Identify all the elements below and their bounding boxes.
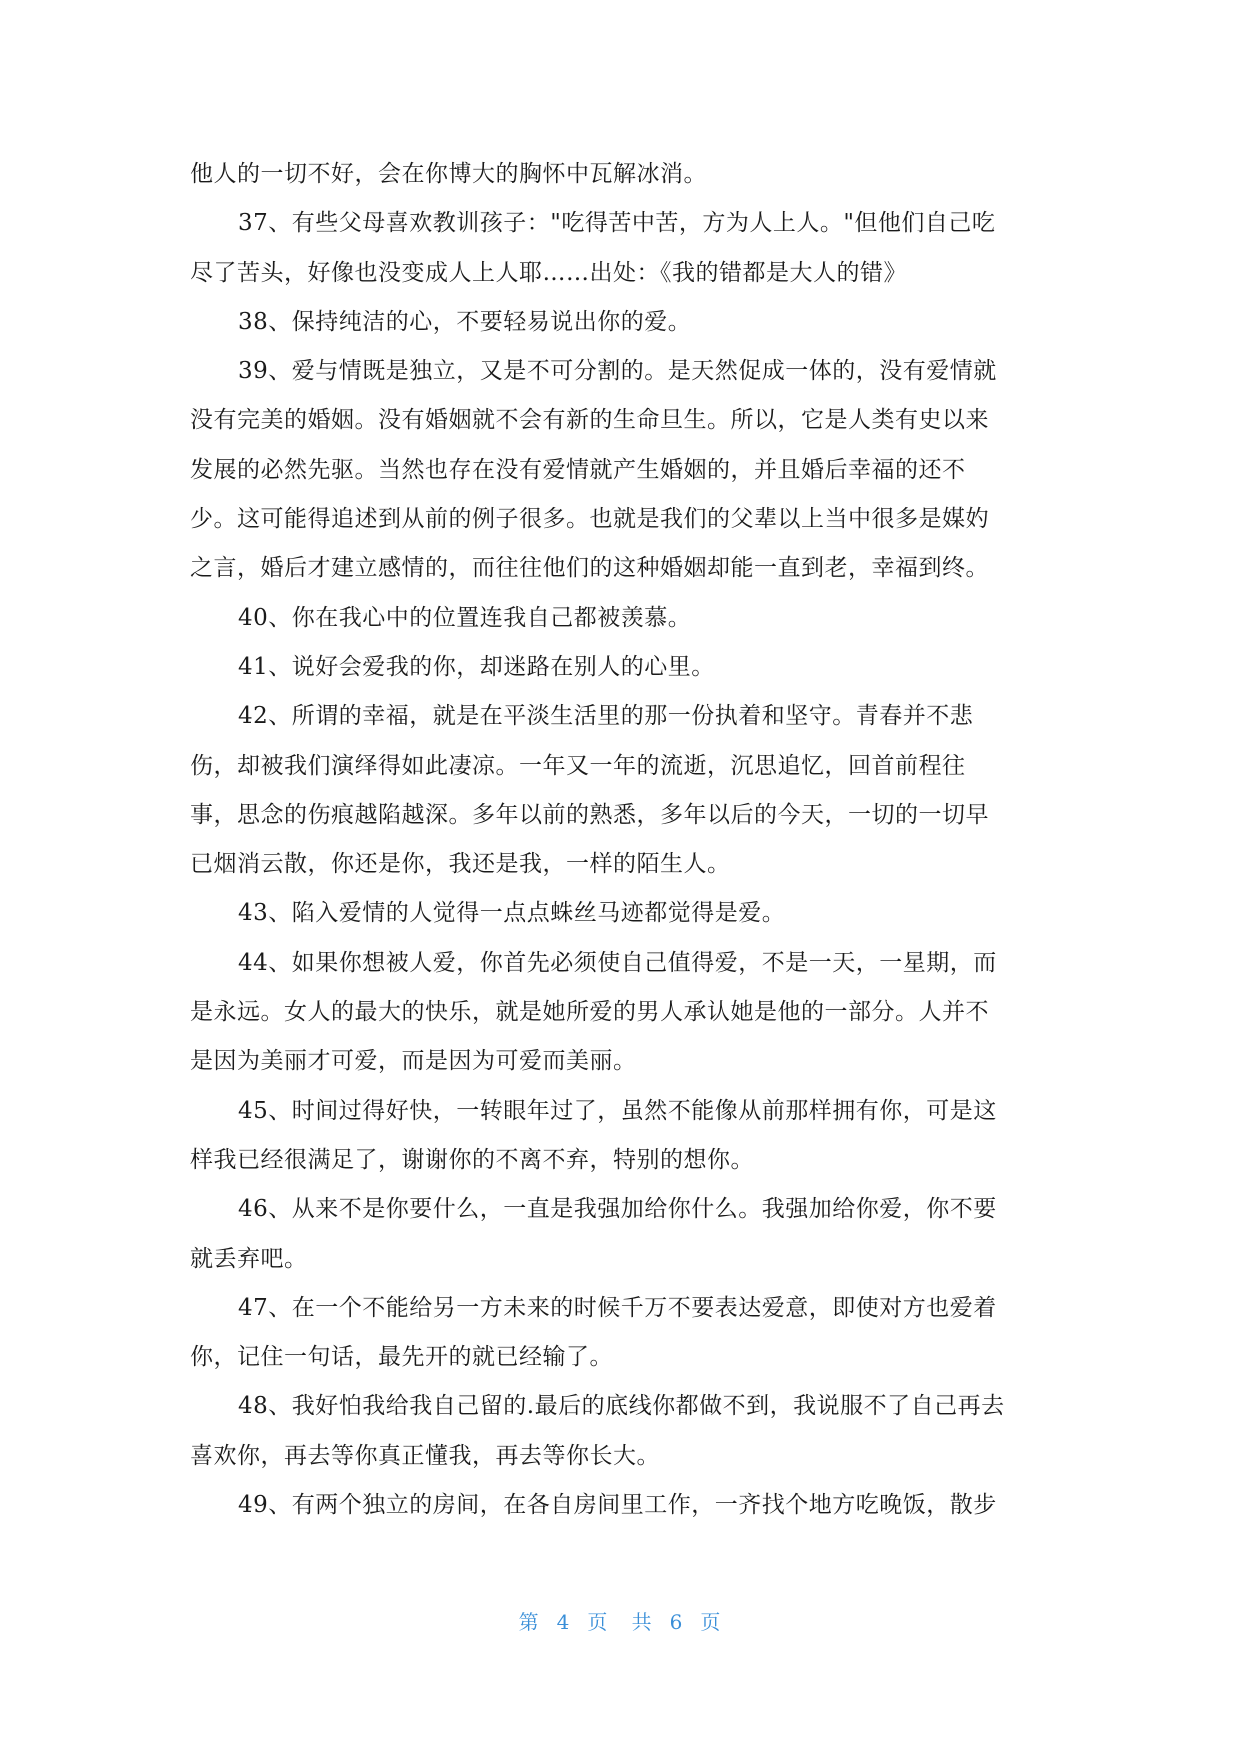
text-line: 45、时间过得好快，一转眼年过了，虽然不能像从前那样拥有你，可是这 [238, 1097, 997, 1124]
page-footer [0, 1606, 1241, 1635]
text-line: 就丢弃吧。 [190, 1245, 308, 1272]
footer-middle: 页 共 [587, 1610, 654, 1634]
text-line: 46、从来不是你要什么，一直是我强加给你什么。我强加给你爱，你不要 [238, 1196, 997, 1223]
text-line: 37、有些父母喜欢教训孩子："吃得苦中苦，方为人上人。"但他们自己吃 [238, 210, 996, 237]
text-line: 喜欢你，再去等你真正懂我，再去等你长大。 [190, 1442, 660, 1469]
text-line: 已烟消云散，你还是你，我还是我，一样的陌生人。 [190, 851, 731, 878]
text-line: 40、你在我心中的位置连我自己都被羡慕。 [238, 604, 692, 631]
text-line: 49、有两个独立的房间，在各自房间里工作，一齐找个地方吃晚饭，散步 [238, 1492, 997, 1519]
text-line: 48、我好怕我给我自己留的.最后的底线你都做不到，我说服不了自己再去 [238, 1393, 1005, 1420]
text-line: 少。这可能得追述到从前的例子很多。也就是我们的父辈以上当中很多是媒妁 [190, 506, 989, 533]
text-line: 是因为美丽才可爱，而是因为可爱而美丽。 [190, 1048, 637, 1075]
text-line: 样我已经很满足了，谢谢你的不离不弃，特别的想你。 [190, 1146, 754, 1173]
text-line: 伤，却被我们演绎得如此凄凉。一年又一年的流逝，沉思追忆，回首前程往 [190, 752, 966, 779]
text-line: 41、说好会爱我的你，却迷路在别人的心里。 [238, 653, 715, 680]
text-line: 是永远。女人的最大的快乐，就是她所爱的男人承认她是他的一部分。人并不 [190, 999, 989, 1026]
text-line: 38、保持纯洁的心，不要轻易说出你的爱。 [238, 308, 692, 335]
footer-total-pages: 6 [669, 1610, 685, 1634]
text-line: 47、在一个不能给另一方未来的时候千万不要表达爱意，即使对方也爱着 [238, 1294, 997, 1321]
text-line: 没有完美的婚姻。没有婚姻就不会有新的生命旦生。所以，它是人类有史以来 [190, 407, 989, 434]
footer-prefix: 第 [518, 1610, 541, 1634]
text-line: 他人的一切不好，会在你博大的胸怀中瓦解冰消。 [190, 161, 707, 187]
text-line: 44、如果你想被人爱，你首先必须使自己值得爱，不是一天，一星期，而 [238, 949, 997, 976]
document-body [190, 150, 1055, 1530]
text-line: 42、所谓的幸福，就是在平淡生活里的那一份执着和坚守。青春并不悲 [238, 703, 974, 730]
text-line: 尽了苦头，好像也没变成人上人耶……出处：《我的错都是大人的错》 [190, 259, 907, 286]
footer-current-page: 4 [556, 1610, 572, 1634]
text-line: 之言，婚后才建立感情的，而往往他们的这种婚姻却能一直到老，幸福到终。 [190, 555, 989, 582]
text-line: 事，思念的伤痕越陷越深。多年以前的熟悉，多年以后的今天，一切的一切早 [190, 801, 989, 828]
text-line: 发展的必然先驱。当然也存在没有爱情就产生婚姻的，并且婚后幸福的还不 [190, 456, 966, 483]
text-line: 39、爱与情既是独立，又是不可分割的。是天然促成一体的，没有爱情就 [238, 358, 997, 385]
text-line: 你，记住一句话，最先开的就已经输了。 [190, 1344, 613, 1371]
text-line: 43、陷入爱情的人觉得一点点蛛丝马迹都觉得是爱。 [238, 900, 786, 927]
footer-suffix: 页 [700, 1610, 723, 1634]
